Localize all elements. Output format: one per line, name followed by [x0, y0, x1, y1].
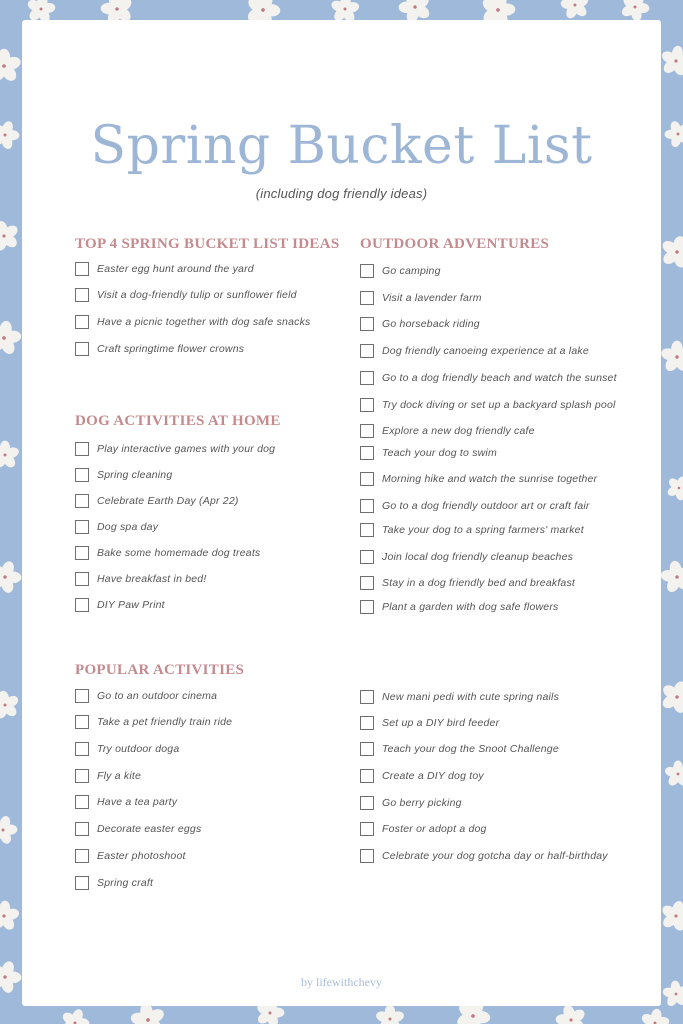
- checkbox[interactable]: [360, 499, 374, 513]
- checklist-item[interactable]: Try outdoor doga: [75, 742, 179, 756]
- checkbox[interactable]: [75, 822, 89, 836]
- flower-icon: [657, 42, 683, 79]
- flower-icon: [0, 116, 24, 154]
- checklist-item[interactable]: Easter photoshoot: [75, 849, 186, 863]
- checklist-item[interactable]: Go berry picking: [360, 796, 462, 810]
- section-heading-popular: POPULAR ACTIVITIES: [75, 662, 245, 678]
- checklist-item[interactable]: Have breakfast in bed!: [75, 572, 206, 586]
- checkbox[interactable]: [360, 291, 374, 305]
- checklist-item[interactable]: Have a picnic together with dog safe snacks: [75, 315, 310, 329]
- checklist-item[interactable]: New mani pedi with cute spring nails: [360, 690, 559, 704]
- checklist-item[interactable]: Play interactive games with your dog: [75, 442, 275, 456]
- flower-icon: [0, 899, 21, 934]
- checkbox[interactable]: [360, 344, 374, 358]
- checkbox[interactable]: [75, 468, 89, 482]
- bucket-list-card: [22, 20, 661, 1006]
- checklist-item[interactable]: Go horseback riding: [360, 317, 480, 331]
- checklist-item[interactable]: Go camping: [360, 264, 441, 278]
- flower-icon: [660, 340, 683, 374]
- checkbox[interactable]: [75, 689, 89, 703]
- flower-icon: [664, 760, 683, 788]
- checkbox[interactable]: [360, 769, 374, 783]
- flower-icon: [0, 440, 20, 470]
- checkbox[interactable]: [75, 520, 89, 534]
- checklist-item[interactable]: Have a tea party: [75, 795, 177, 809]
- checkbox[interactable]: [360, 523, 374, 537]
- checkbox[interactable]: [75, 849, 89, 863]
- checklist-item[interactable]: Teach your dog the Snoot Challenge: [360, 742, 559, 756]
- checklist-item[interactable]: Explore a new dog friendly cafe: [360, 424, 535, 438]
- section-heading-home: DOG ACTIVITIES AT HOME: [75, 413, 281, 429]
- checkbox[interactable]: [360, 796, 374, 810]
- checklist-item[interactable]: Go to a dog friendly beach and watch the sunset: [360, 371, 617, 385]
- checklist-item[interactable]: Stay in a dog friendly bed and breakfast: [360, 576, 575, 590]
- checkbox[interactable]: [360, 576, 374, 590]
- flower-icon: [661, 979, 683, 1009]
- checkbox[interactable]: [360, 690, 374, 704]
- checkbox[interactable]: [360, 371, 374, 385]
- checklist-item[interactable]: Visit a dog-friendly tulip or sunflower field: [75, 288, 297, 302]
- flower-icon: [660, 116, 683, 152]
- checklist-item[interactable]: Foster or adopt a dog: [360, 822, 487, 836]
- checkbox[interactable]: [360, 446, 374, 460]
- checkbox[interactable]: [360, 716, 374, 730]
- checkbox[interactable]: [360, 742, 374, 756]
- checkbox[interactable]: [360, 600, 374, 614]
- flower-icon: [0, 216, 24, 255]
- checkbox[interactable]: [75, 442, 89, 456]
- checklist-item[interactable]: Spring cleaning: [75, 468, 172, 482]
- checkbox[interactable]: [75, 769, 89, 783]
- checkbox[interactable]: [75, 598, 89, 612]
- checkbox[interactable]: [75, 546, 89, 560]
- checklist-item[interactable]: Dog friendly canoeing experience at a lake: [360, 344, 589, 358]
- page-title: Spring Bucket List: [90, 116, 593, 176]
- checklist-item[interactable]: Craft springtime flower crowns: [75, 342, 244, 356]
- checkbox[interactable]: [75, 795, 89, 809]
- checklist-item[interactable]: Go to an outdoor cinema: [75, 689, 217, 703]
- checkbox[interactable]: [360, 550, 374, 564]
- author-credit: by lifewithchevy: [301, 975, 382, 989]
- checkbox[interactable]: [75, 288, 89, 302]
- page-subtitle: (including dog friendly ideas): [255, 186, 428, 201]
- checkbox[interactable]: [360, 317, 374, 331]
- checklist-item[interactable]: Teach your dog to swim: [360, 446, 497, 460]
- checklist-item[interactable]: DIY Paw Print: [75, 598, 165, 612]
- checklist-item[interactable]: Take a pet friendly train ride: [75, 715, 232, 729]
- checklist-item[interactable]: Celebrate Earth Day (Apr 22): [75, 494, 239, 508]
- checkbox[interactable]: [75, 742, 89, 756]
- checkbox[interactable]: [360, 264, 374, 278]
- flower-icon: [375, 1004, 405, 1024]
- checklist-item[interactable]: Bake some homemade dog treats: [75, 546, 260, 560]
- checklist-item[interactable]: Go to a dog friendly outdoor art or craft fair: [360, 499, 590, 513]
- checkbox[interactable]: [360, 822, 374, 836]
- flower-icon: [657, 557, 683, 596]
- checkbox[interactable]: [75, 494, 89, 508]
- checklist-item[interactable]: Decorate easter eggs: [75, 822, 201, 836]
- checkbox[interactable]: [75, 876, 89, 890]
- checklist-item[interactable]: Plant a garden with dog safe flowers: [360, 600, 558, 614]
- section-heading-top4: TOP 4 SPRING BUCKET LIST IDEAS: [75, 236, 340, 252]
- section-heading-outdoor: OUTDOOR ADVENTURES: [360, 236, 550, 252]
- checklist-item[interactable]: Celebrate your dog gotcha day or half-birthday: [360, 849, 608, 863]
- checklist-item[interactable]: Try dock diving or set up a backyard splash pool: [360, 398, 616, 412]
- checklist-item[interactable]: Morning hike and watch the sunrise together: [360, 472, 597, 486]
- checklist-item[interactable]: Easter egg hunt around the yard: [75, 262, 254, 276]
- checklist-item[interactable]: Set up a DIY bird feeder: [360, 716, 499, 730]
- checklist-item[interactable]: Dog spa day: [75, 520, 158, 534]
- checkbox[interactable]: [360, 849, 374, 863]
- checklist-item[interactable]: Join local dog friendly cleanup beaches: [360, 550, 573, 564]
- checkbox[interactable]: [360, 398, 374, 412]
- checkbox[interactable]: [75, 572, 89, 586]
- checkbox[interactable]: [75, 342, 89, 356]
- flower-icon: [0, 812, 21, 849]
- flower-icon: [0, 688, 22, 723]
- flower-icon: [56, 1004, 94, 1024]
- checklist-item[interactable]: Create a DIY dog toy: [360, 769, 484, 783]
- checkbox[interactable]: [75, 315, 89, 329]
- checklist-item[interactable]: Visit a lavender farm: [360, 291, 482, 305]
- checklist-item[interactable]: Spring craft: [75, 876, 153, 890]
- checkbox[interactable]: [360, 424, 374, 438]
- checkbox[interactable]: [75, 262, 89, 276]
- checkbox[interactable]: [360, 472, 374, 486]
- checklist-item[interactable]: Fly a kite: [75, 769, 141, 783]
- checklist-item[interactable]: Take your dog to a spring farmers' market: [360, 523, 584, 537]
- checkbox[interactable]: [75, 715, 89, 729]
- flower-icon: [0, 48, 22, 84]
- flower-icon: [662, 471, 683, 506]
